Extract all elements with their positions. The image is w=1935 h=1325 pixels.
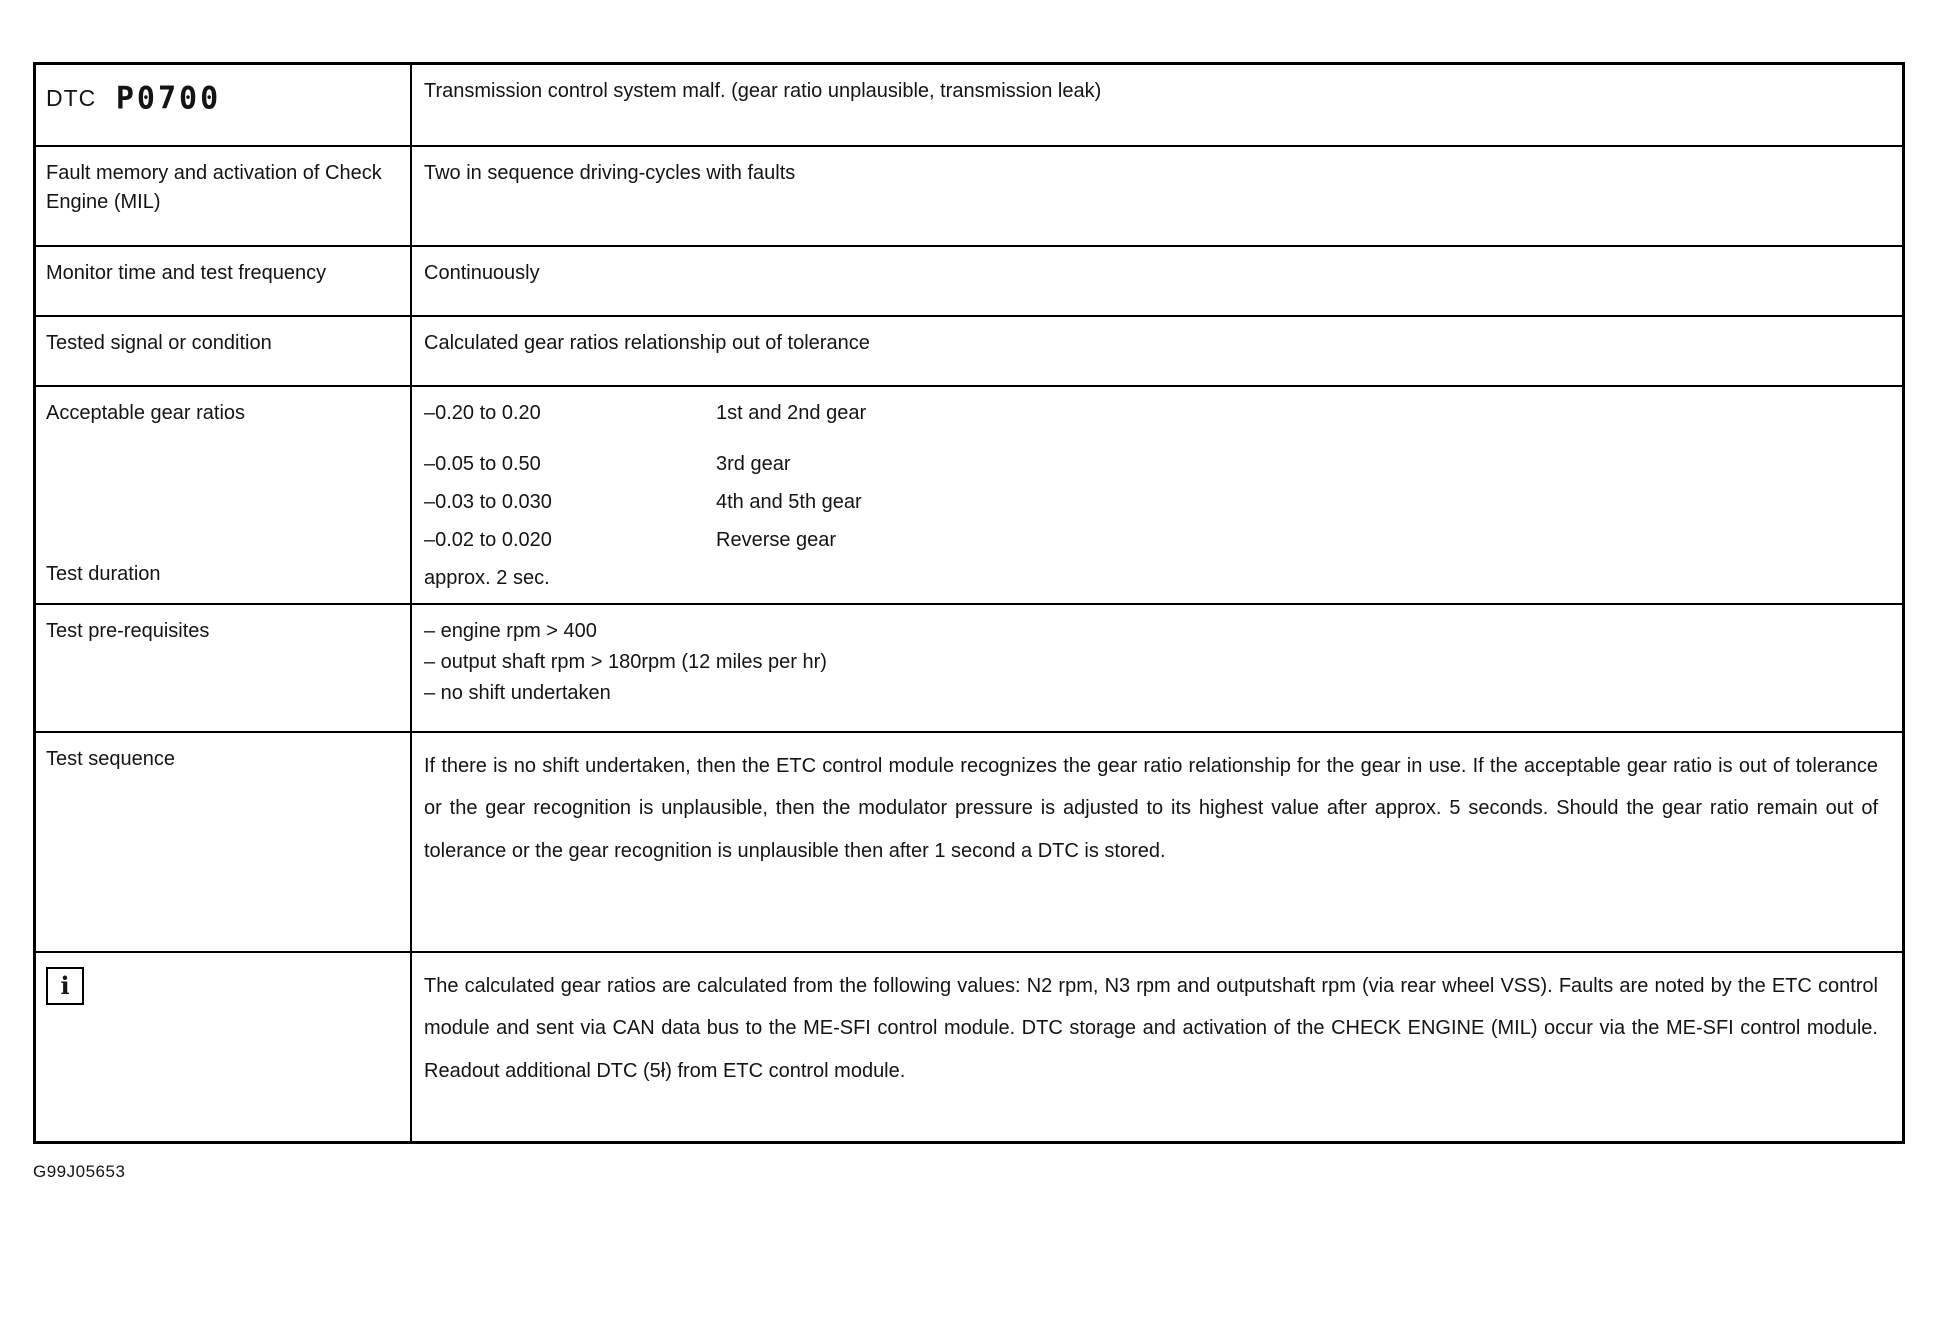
prerequisite-item: – output shaft rpm > 180rpm (12 miles per hr) [424, 651, 827, 673]
dtc-info-table [33, 62, 1905, 1144]
info-note-value-cell [411, 952, 1904, 1143]
dtc-label-cell [35, 64, 412, 147]
table-row-gear-ratios [35, 386, 1904, 604]
info-note-icon-cell [35, 952, 412, 1143]
fault-memory-value: Two in sequence driving-cycles with faults [424, 162, 796, 184]
gear-ratio-range: –0.20 to 0.20 [424, 402, 541, 424]
figure-id-caption: G99J05653 [33, 1162, 126, 1181]
prerequisite-item: – engine rpm > 400 [424, 620, 597, 642]
test-sequence-value-cell [411, 732, 1904, 952]
info-note-text: The calculated gear ratios are calculated from the following values: N2 rpm, N3 rpm and outputshaft rpm (via rear wheel VSS). Faults are noted by the ETC control module and sent via CAN data bus to the ME-SFI control module. DTC storage and activation of the CHECK ENGINE (MIL) occur via the ME-SFI control module. Readout additional DTC (5ł) from ETC control module. [424, 975, 1878, 1082]
prerequisite-item: – no shift undertaken [424, 682, 611, 704]
monitor-time-label: Monitor time and test frequency [46, 262, 327, 284]
dtc-description: Transmission control system malf. (gear ratio unplausible, transmission leak) [424, 80, 1102, 102]
table-row-monitor-time [35, 246, 1904, 316]
gear-ratios-value-cell [411, 386, 1904, 604]
table-row-fault-memory [35, 146, 1904, 246]
table-row-prerequisites [35, 604, 1904, 732]
info-icon: i [46, 967, 84, 1005]
document-page [33, 62, 1905, 1182]
gear-ratios-label-cell [35, 386, 412, 604]
test-duration-value: approx. 2 sec. [424, 567, 550, 589]
gear-ratio-gear: 1st and 2nd gear [716, 402, 867, 424]
dtc-label: DTC [46, 85, 97, 111]
gear-ratio-range: –0.02 to 0.020 [424, 529, 552, 551]
gear-ratio-gear: Reverse gear [716, 529, 837, 551]
gear-ratio-gear: 4th and 5th gear [716, 491, 862, 513]
gear-ratio-item [424, 526, 1886, 555]
gear-ratio-range: –0.05 to 0.50 [424, 453, 541, 475]
fault-memory-label-cell [35, 146, 412, 246]
fault-memory-value-cell [411, 146, 1904, 246]
monitor-time-label-cell [35, 246, 412, 316]
tested-signal-label-cell [35, 316, 412, 386]
test-duration-label: Test duration [46, 563, 161, 585]
monitor-time-value: Continuously [424, 262, 540, 284]
fault-memory-label: Fault memory and activation of Check Engine (MIL) [46, 162, 382, 213]
tested-signal-value: Calculated gear ratios relationship out of tolerance [424, 332, 870, 354]
test-sequence-label: Test sequence [46, 748, 175, 770]
test-sequence-text: If there is no shift undertaken, then the ETC control module recognizes the gear ratio relationship for the gear in use. If the acceptable gear ratio is out of tolerance or the gear recognition is unplausible, then the modulator pressure is adjusted to its highest value after approx. 5 seconds. Should the gear ratio remain out of tolerance or the gear recognition is unplausible then after 1 second a DTC is stored. [424, 755, 1878, 862]
gear-ratio-item [424, 488, 1886, 517]
prerequisites-label: Test pre-requisites [46, 620, 210, 642]
dtc-code-display: P0700 [115, 80, 222, 117]
table-row-tested-signal [35, 316, 1904, 386]
gear-ratios-label: Acceptable gear ratios [46, 402, 246, 424]
test-sequence-label-cell [35, 732, 412, 952]
prerequisites-value-cell [411, 604, 1904, 732]
prerequisites-label-cell [35, 604, 412, 732]
tested-signal-value-cell [411, 316, 1904, 386]
monitor-time-value-cell [411, 246, 1904, 316]
gear-ratio-gear: 3rd gear [716, 453, 791, 475]
gear-ratio-item [424, 450, 1886, 479]
table-row-info-note [35, 952, 1904, 1143]
gear-ratio-range: –0.03 to 0.030 [424, 491, 552, 513]
table-row-dtc [35, 64, 1904, 147]
dtc-description-cell [411, 64, 1904, 147]
tested-signal-label: Tested signal or condition [46, 332, 272, 354]
table-row-test-sequence [35, 732, 1904, 952]
gear-ratio-item [424, 399, 1886, 428]
